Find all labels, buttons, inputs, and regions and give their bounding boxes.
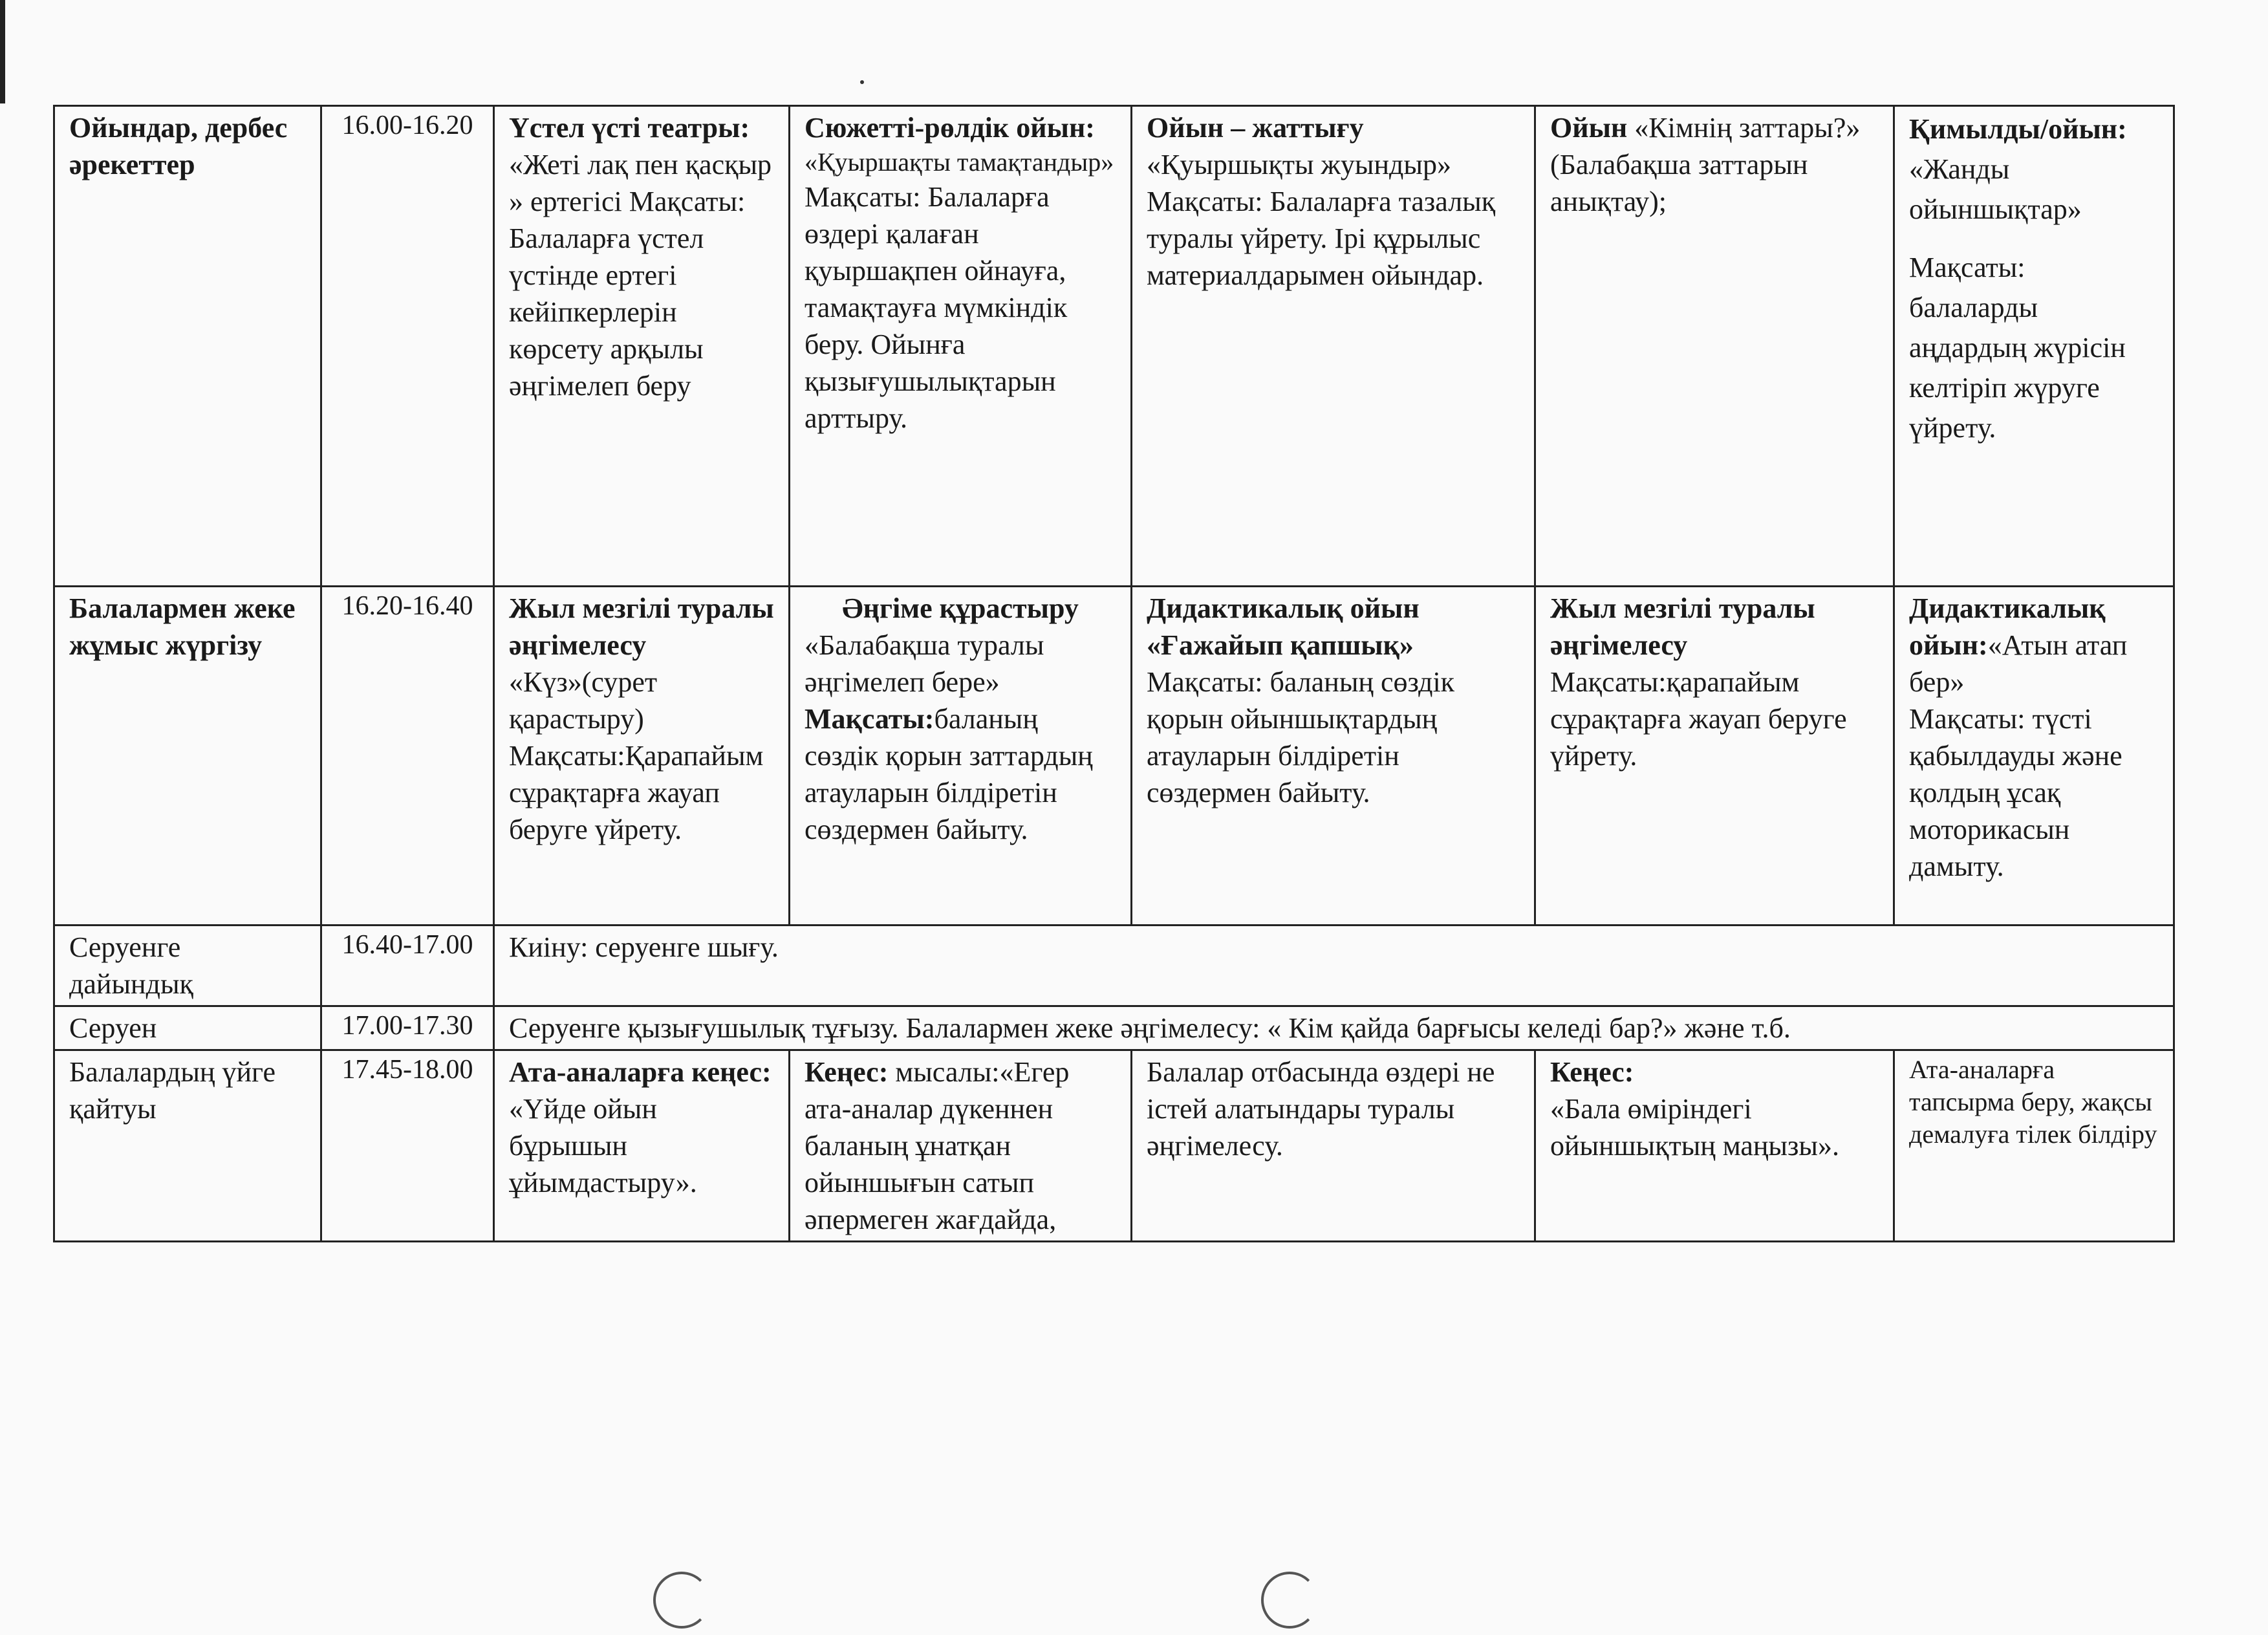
activity-title: Кеңес: xyxy=(1550,1056,1634,1088)
activity-cell xyxy=(1894,587,2174,926)
row-name: Серуен xyxy=(54,1006,321,1050)
table-row xyxy=(54,587,2174,926)
row-time: 16.00-16.20 xyxy=(321,106,494,587)
row-time: 17.45-18.00 xyxy=(321,1050,494,1242)
activity-title: Ойын xyxy=(1550,112,1628,144)
activity-cell xyxy=(1132,1050,1535,1242)
activity-text: Мақсаты: Балаларға өздері қалаған қуыршақпен ойнауға, тамақтауға мүмкіндік беру. Ойынға қызығушылықтарын арттыру. xyxy=(805,181,1068,434)
activity-text: Мақсаты:қарапайым сұрақтарға жауап беруге үйрету. xyxy=(1550,666,1847,772)
activity-title: Дидактикалық ойын: xyxy=(1909,592,2106,661)
activity-cell xyxy=(790,587,1132,926)
activity-title: Үстел үсті театры: xyxy=(509,112,750,144)
activity-game-name: «Балабақша туралы әңгімелеп бере» xyxy=(805,629,1044,698)
table-row xyxy=(54,106,2174,587)
activity-cell xyxy=(494,106,790,587)
activity-text: «Күз»(сурет қарастыру) Мақсаты:Қарапайым сұрақтарға жауап беруге үйрету. xyxy=(509,666,764,845)
activity-cell xyxy=(790,1050,1132,1242)
activity-cell xyxy=(494,1050,790,1242)
scan-edge-mark xyxy=(0,0,5,103)
daily-plan-table xyxy=(53,105,2175,1242)
activity-text: баланың сөздік қорын заттардың атауларын білдіретін сөздермен байыту. xyxy=(805,703,1093,845)
activity-title: Кеңес: xyxy=(805,1056,889,1088)
activity-cell xyxy=(494,587,790,926)
activity-cell xyxy=(1535,1050,1894,1242)
table-row xyxy=(54,926,2174,1006)
merged-activity: Киіну: серуенге шығу. xyxy=(494,926,2174,1006)
activity-cell xyxy=(1132,106,1535,587)
activity-text: Мақсаты: баланың сөздік қорын ойыншықтардың атауларын білдіретін сөздермен байыту. xyxy=(1147,666,1455,808)
merged-activity: Серуенге қызығушылық тұғызу. Балалармен жеке әңгімелесу: « Кім қайда барғысы келеді бар?» және т.б. xyxy=(494,1006,2174,1050)
activity-game-name: «Қуыршақты тамақтандыр» xyxy=(805,147,1114,177)
punch-hole-right xyxy=(1261,1572,1318,1629)
activity-game-name: «Атын атап бер» xyxy=(1909,629,2128,698)
activity-cell xyxy=(790,106,1132,587)
row-name: Балалармен жеке жұмыс жүргізу xyxy=(54,587,321,926)
activity-title: Жыл мезгілі туралы әңгімелесу xyxy=(1550,592,1815,661)
table-row xyxy=(54,1006,2174,1050)
scan-dot xyxy=(860,80,864,84)
row-time: 17.00-17.30 xyxy=(321,1006,494,1050)
activity-text: «Жеті лақ пен қасқыр » ертегісі Мақсаты: Балаларға үстел үстінде ертегі кейіпкерлерін көрсету арқылы әңгімелеп беру xyxy=(509,149,772,402)
row-time: 16.40-17.00 xyxy=(321,926,494,1006)
activity-cell xyxy=(1535,106,1894,587)
activity-title: Жыл мезгілі туралы әңгімелесу xyxy=(509,592,774,661)
activity-cell xyxy=(1132,587,1535,926)
punch-hole-left xyxy=(653,1572,710,1629)
row-name: Ойындар, дербес әрекеттер xyxy=(54,106,321,587)
activity-title: Сюжетті-рөлдік ойын: xyxy=(805,112,1095,144)
row-name: Балалардың үйге қайтуы xyxy=(54,1050,321,1242)
activity-text: «Бала өміріндегі ойыншықтың маңызы». xyxy=(1550,1093,1839,1162)
activity-cell xyxy=(1894,1050,2174,1242)
activity-text: мысалы:«Егер ата-аналар дүкеннен баланың ұнатқан ойыншығын сатып әпермеген жағдайда, xyxy=(805,1056,1070,1235)
activity-title: Ойын – жаттығу xyxy=(1147,112,1364,144)
row-time: 16.20-16.40 xyxy=(321,587,494,926)
activity-game-name: «Жанды ойыншықтар» xyxy=(1909,153,2082,225)
activity-cell xyxy=(1535,587,1894,926)
activity-text: Мақсаты: түсті қабылдауды және қолдың ұсақ моторикасын дамыту. xyxy=(1909,703,2122,882)
activity-text: «Кімнің заттары?» (Балабақша заттарын анықтау); xyxy=(1550,112,1861,217)
activity-title: Қимылды/ойын: xyxy=(1909,113,2127,145)
activity-title: Әңгіме құрастыру xyxy=(842,592,1079,624)
activity-text: Ата-аналарға тапсырма беру, жақсы демалуға тілек білдіру xyxy=(1909,1055,2157,1149)
activity-text: «Үйде ойын бұрышын ұйымдастыру». xyxy=(509,1093,697,1198)
activity-label: Мақсаты: xyxy=(805,703,934,735)
activity-title: Ата-аналарға кеңес: xyxy=(509,1056,772,1088)
activity-title: Дидактикалық ойын «Ғажайып қапшық» xyxy=(1147,592,1420,661)
activity-text: Балалар отбасында өздері не істей алатындары туралы әңгімелесу. xyxy=(1147,1056,1495,1162)
activity-cell xyxy=(1894,106,2174,587)
activity-text: Мақсаты: балаларды аңдардың жүрісін келтіріп жүруге үйрету. xyxy=(1909,252,2126,444)
table-row xyxy=(54,1050,2174,1242)
activity-text: «Қуыршықты жуындыр» Мақсаты: Балаларға тазалық туралы үйрету. Ірі құрылыс материалдарымен ойындар. xyxy=(1147,149,1496,291)
row-name: Серуенге дайындық xyxy=(54,926,321,1006)
